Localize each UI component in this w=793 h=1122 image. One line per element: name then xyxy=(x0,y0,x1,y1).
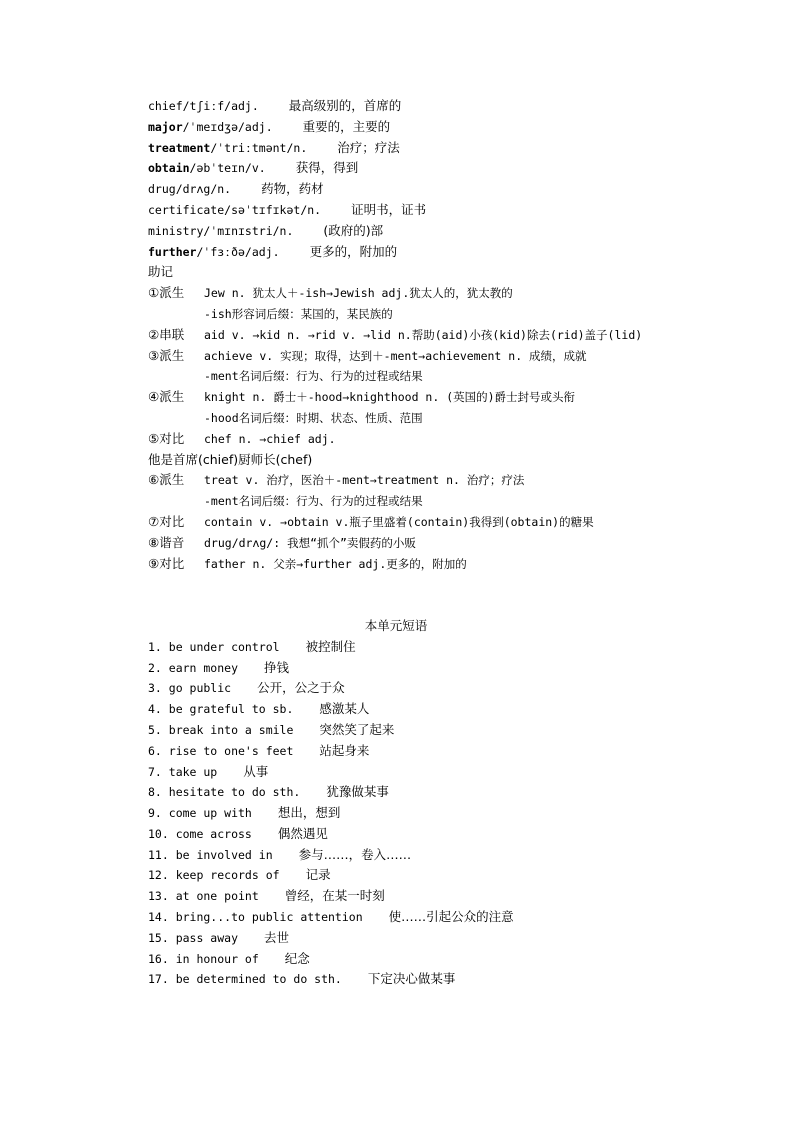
phrase-chinese: 记录 xyxy=(305,867,331,883)
vocabulary-list xyxy=(148,96,768,262)
phrase-item xyxy=(148,865,768,886)
mnemonic-text: -hood名词后缀：时期、状态、性质、范围 xyxy=(204,410,423,425)
phrase-item xyxy=(148,762,768,783)
mnemonic-line xyxy=(148,325,768,346)
vocab-meaning: 最高级别的，首席的 xyxy=(288,98,402,113)
phrase-english: 10. come across xyxy=(148,826,252,841)
mnemonic-line xyxy=(148,491,768,512)
phrase-chinese: 去世 xyxy=(264,929,290,945)
vocab-entry xyxy=(148,242,768,263)
phrase-item xyxy=(148,658,768,679)
mnemonic-text: contain v. →obtain v.瓶子里盛着(contain)我得到(obtain)的糖果 xyxy=(204,514,594,529)
phrase-english: 6. rise to one's feet xyxy=(148,743,294,758)
phrase-item xyxy=(148,637,768,658)
phrase-english: 14. bring...to public attention xyxy=(148,910,363,925)
mnemonic-list xyxy=(148,283,768,574)
vocab-word: further xyxy=(148,244,197,259)
mnemonic-text: father n. 父亲→further adj.更多的，附加的 xyxy=(204,556,467,571)
mnemonic-text: achieve v. 实现；取得，达到＋-ment→achievement n. 成绩，成就 xyxy=(204,348,587,363)
phrase-english: 4. be grateful to sb. xyxy=(148,702,294,717)
vocab-meaning: (政府的)部 xyxy=(323,222,384,238)
phrase-chinese: 被控制住 xyxy=(305,638,356,654)
vocab-entry xyxy=(148,179,768,200)
section-spacer xyxy=(148,574,768,616)
phrase-item xyxy=(148,969,768,990)
phrase-item xyxy=(148,949,768,970)
mnemonic-label: ⑨对比 xyxy=(148,555,185,571)
phrase-english: 7. take up xyxy=(148,764,218,779)
mnemonic-text: Jew n. 犹太人＋-ish→Jewish adj.犹太人的，犹太教的 xyxy=(204,286,513,301)
phrase-item xyxy=(148,845,768,866)
phrases-title: 本单元短语 xyxy=(364,617,428,633)
vocab-entry xyxy=(148,117,768,138)
mnemonic-line xyxy=(148,346,768,367)
vocab-meaning: 药物，药材 xyxy=(261,181,324,197)
mnemonic-line xyxy=(148,283,768,304)
phrase-item xyxy=(148,720,768,741)
vocab-meaning: 治疗；疗法 xyxy=(337,139,400,155)
phrase-item xyxy=(148,782,768,803)
phrase-english: 5. break into a smile xyxy=(148,722,294,737)
mnemonic-text: chef n. →chief adj. xyxy=(204,431,336,446)
phrase-chinese: 参与……，卷入…… xyxy=(298,846,412,862)
mnemonic-line xyxy=(148,429,768,450)
mnemonic-text: 他是首席(chief)厨师长(chef) xyxy=(148,451,313,467)
phrase-english: 11. be involved in xyxy=(148,847,273,862)
mnemonic-line xyxy=(148,366,768,387)
phrase-chinese: 曾经，在某一时刻 xyxy=(284,888,385,904)
vocab-phonetic: /ˈmɪnɪstri/n. xyxy=(203,223,294,238)
vocab-word: drug xyxy=(148,182,176,197)
vocab-word: chief xyxy=(148,99,183,113)
mnemonic-line xyxy=(148,512,768,533)
vocab-word: treatment xyxy=(148,140,211,155)
mnemonic-text: -ish形容词后缀：某国的，某民族的 xyxy=(204,306,393,321)
mnemonic-line xyxy=(148,387,768,408)
mnemonic-label: ②串联 xyxy=(148,326,185,342)
phrase-english: 3. go public xyxy=(148,681,232,696)
phrase-english: 9. come up with xyxy=(148,806,252,821)
phrase-english: 8. hesitate to do sth. xyxy=(148,785,301,800)
phrase-english: 12. keep records of xyxy=(148,868,280,883)
vocab-phonetic: /səˈtɪfɪkət/n. xyxy=(224,202,322,217)
vocab-phonetic: /ˈfɜːðə/adj. xyxy=(196,244,280,259)
phrase-chinese: 犹豫做某事 xyxy=(326,784,389,800)
vocab-entry xyxy=(148,158,768,179)
vocab-phonetic: /əbˈteɪn/v. xyxy=(189,161,266,176)
vocab-entry xyxy=(148,138,768,159)
vocab-phonetic: /ˈmeɪdʒə/adj. xyxy=(182,119,273,134)
vocab-entry xyxy=(148,96,768,117)
mnemonic-text: -ment名词后缀：行为、行为的过程或结果 xyxy=(204,494,423,509)
vocab-entry xyxy=(148,200,768,221)
phrase-english: 1. be under control xyxy=(148,639,280,654)
phrase-item xyxy=(148,678,768,699)
phrase-chinese: 想出，想到 xyxy=(277,805,341,821)
mnemonic-line xyxy=(148,554,768,575)
mnemonic-text: -ment名词后缀：行为、行为的过程或结果 xyxy=(204,369,423,384)
phrase-chinese: 突然笑了起来 xyxy=(319,721,395,737)
phrase-english: 17. be determined to do sth. xyxy=(148,972,342,987)
phrase-chinese: 挣钱 xyxy=(264,659,290,675)
phrase-list xyxy=(148,637,768,991)
vocab-phonetic: /drʌg/n. xyxy=(175,182,232,197)
mnemonic-label: ①派生 xyxy=(148,285,185,301)
phrase-chinese: 偶然遇见 xyxy=(277,825,328,841)
vocab-word: ministry xyxy=(148,223,204,238)
vocab-word: major xyxy=(148,119,183,134)
phrase-item xyxy=(148,699,768,720)
vocab-phonetic: /tʃiːf/adj. xyxy=(182,99,259,113)
mnemonic-text: aid v. →kid n. →rid v. →lid n.帮助(aid)小孩(kid)除去(rid)盖子(lid) xyxy=(204,327,643,342)
phrase-item xyxy=(148,803,768,824)
phrase-item xyxy=(148,824,768,845)
mnemonic-line xyxy=(148,408,768,429)
phrase-chinese: 纪念 xyxy=(284,950,310,966)
vocab-meaning: 重要的，主要的 xyxy=(302,118,391,134)
mnemonic-label: ⑧谐音 xyxy=(148,534,185,550)
mnemonic-label: ⑤对比 xyxy=(148,430,185,446)
vocab-word: certificate xyxy=(148,202,225,217)
mnemonic-label: ⑦对比 xyxy=(148,513,185,529)
phrase-item xyxy=(148,741,768,762)
mnemonic-text: drug/drʌg/: 我想“抓个”卖假药的小贩 xyxy=(204,535,416,550)
phrase-chinese: 站起身来 xyxy=(319,742,370,758)
phrase-item xyxy=(148,886,768,907)
document-page xyxy=(148,96,768,990)
mnemonic-label: ⑥派生 xyxy=(148,472,185,488)
mnemonic-line xyxy=(148,533,768,554)
vocab-meaning: 证明书，证书 xyxy=(351,201,427,217)
phrase-chinese: 公开，公之于众 xyxy=(257,680,345,696)
phrase-item xyxy=(148,928,768,949)
vocab-phonetic: /ˈtriːtmənt/n. xyxy=(210,140,308,155)
vocab-word: obtain xyxy=(148,161,190,176)
mnemonic-label: ③派生 xyxy=(148,347,185,363)
mnemonic-line xyxy=(148,304,768,325)
phrase-item xyxy=(148,907,768,928)
mnemonic-heading: 助记 xyxy=(148,264,174,280)
phrase-english: 15. pass away xyxy=(148,930,239,945)
mnemonic-text: knight n. 爵士＋-hood→knighthood n. (英国的)爵士封号或头衔 xyxy=(204,390,576,405)
phrase-chinese: 使……引起公众的注意 xyxy=(388,909,514,925)
vocab-entry xyxy=(148,221,768,242)
mnemonic-line xyxy=(148,450,768,471)
vocab-meaning: 获得，得到 xyxy=(295,160,359,176)
phrase-english: 2. earn money xyxy=(148,660,239,675)
phrase-chinese: 感激某人 xyxy=(319,701,370,717)
mnemonic-label: ④派生 xyxy=(148,389,185,405)
phrase-chinese: 下定决心做某事 xyxy=(367,971,456,987)
mnemonic-text: treat v. 治疗，医治＋-ment→treatment n. 治疗；疗法 xyxy=(204,473,525,488)
phrase-english: 13. at one point xyxy=(148,889,259,904)
phrase-english: 16. in honour of xyxy=(148,951,259,966)
phrase-chinese: 从事 xyxy=(243,763,269,779)
mnemonic-line xyxy=(148,470,768,491)
vocab-meaning: 更多的，附加的 xyxy=(309,243,398,259)
